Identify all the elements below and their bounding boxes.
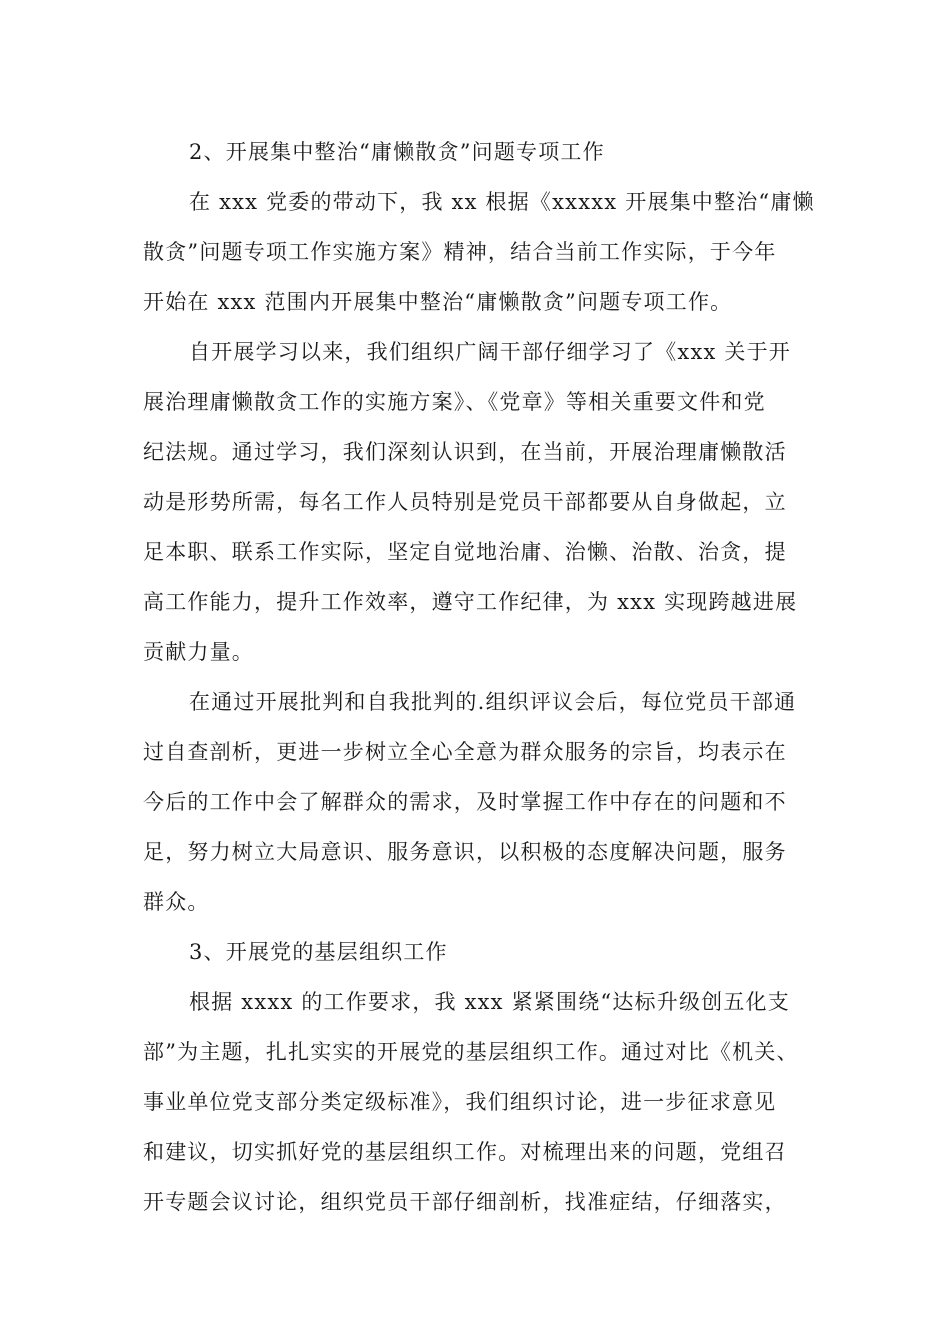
paragraph-line: 开始在 xxx 范围内开展集中整治“庸懒散贪”问题专项工作。 bbox=[143, 290, 733, 314]
paragraph-line: 在 xxx 党委的带动下，我 xx 根据《xxxxx 开展集中整治“庸懒 bbox=[189, 190, 815, 214]
paragraph-line: 群众。 bbox=[143, 890, 210, 914]
paragraph-line: 开专题会议讨论，组织党员干部仔细剖析，找准症结，仔细落实， bbox=[143, 1190, 787, 1214]
paragraph-line: 事业单位党支部分类定级标准》，我们组织讨论，进一步征求意见 bbox=[143, 1090, 777, 1114]
paragraph-line: 高工作能力，提升工作效率，遵守工作纪律，为 xxx 实现跨越进展 bbox=[143, 590, 798, 614]
paragraph-line: 动是形势所需，每名工作人员特别是党员干部都要从自身做起，立 bbox=[143, 490, 787, 514]
paragraph-line: 足，努力树立大局意识、服务意识，以积极的态度解决问题，服务 bbox=[143, 840, 787, 864]
paragraph-line: 过自查剖析，更进一步树立全心全意为群众服务的宗旨，均表示在 bbox=[143, 740, 787, 764]
paragraph-line: 部”为主题，扎扎实实的开展党的基层组织工作。通过对比《机关、 bbox=[143, 1040, 799, 1064]
paragraph-line: 根据 xxxx 的工作要求，我 xxx 紧紧围绕“达标升级创五化支 bbox=[189, 990, 790, 1014]
paragraph-line: 贡献力量。 bbox=[143, 640, 254, 664]
paragraph-line: 散贪”问题专项工作实施方案》精神，结合当前工作实际，于今年 bbox=[143, 240, 777, 264]
section-heading-2: 2、开展集中整治“庸懒散贪”问题专项工作 bbox=[189, 140, 605, 164]
paragraph-line: 展治理庸懒散贪工作的实施方案》、《党章》等相关重要文件和党 bbox=[143, 390, 766, 414]
paragraph-line: 和建议，切实抓好党的基层组织工作。对梳理出来的问题，党组召 bbox=[143, 1140, 787, 1164]
paragraph-line: 纪法规。通过学习，我们深刻认识到，在当前，开展治理庸懒散活 bbox=[143, 440, 787, 464]
paragraph-line: 足本职、联系工作实际，坚定自觉地治庸、治懒、治散、治贪，提 bbox=[143, 540, 787, 564]
paragraph-line: 在通过开展批判和自我批判的.组织评议会后，每位党员干部通 bbox=[189, 690, 797, 714]
section-heading-3: 3、开展党的基层组织工作 bbox=[189, 940, 448, 964]
paragraph-line: 今后的工作中会了解群众的需求，及时掌握工作中存在的问题和不 bbox=[143, 790, 787, 814]
paragraph-line: 自开展学习以来，我们组织广阔干部仔细学习了《xxx 关于开 bbox=[189, 340, 792, 364]
